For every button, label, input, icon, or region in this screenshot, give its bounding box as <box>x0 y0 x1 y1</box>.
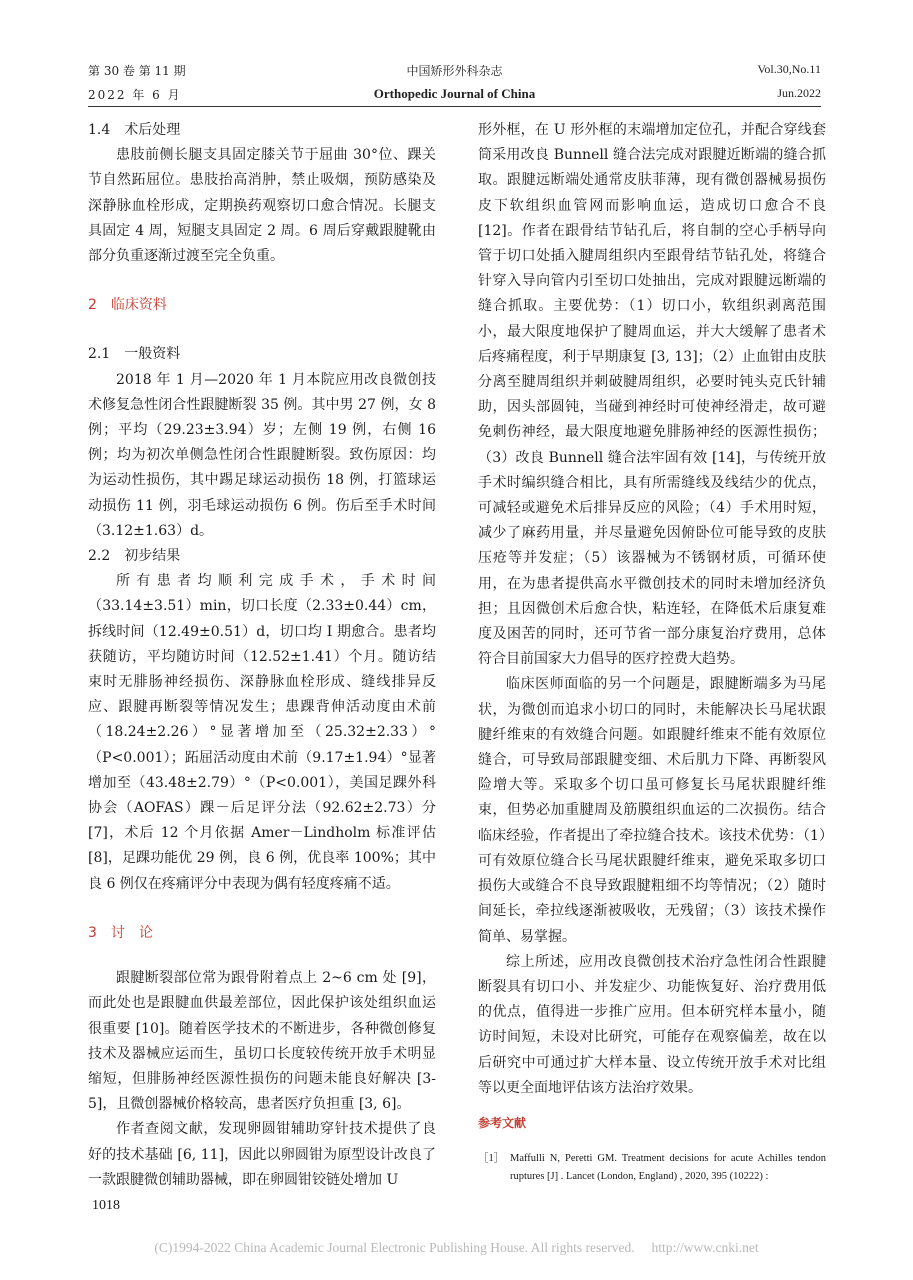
section-2-2-paragraph: 所有患者均顺利完成手术，手术时间（33.14±3.51）min，切口长度（2.33±0.44）cm，拆线时间（12.49±0.51）d，切口均 I 期愈合。患者均获随访，平均随访时间（12.52±1.41）个月。随访结束时无腓肠神经损伤、深静脉血栓形成、缝线排异反应、跟腱再断裂等情况发生；患踝背伸活动度由术前（18.24±2.26）°显著增加至（25.32±2.33）°（P<0.001）；跖屈活动度由术前（9.17±1.94）°显著增加至（43.48±2.79）°（P<0.001），美国足踝外科协会（AOFAS）踝－后足评分法（92.62±2.73）分 [7]，术后 12 个月依据 Amer－Lindholm 标准评估 [8]，足踝功能优 29 例，良 6 例，优良率 100%；其中良 6 例仅在疼痛评分中表现为偶有轻度疼痛不适。 <box>88 573 436 892</box>
header-rule <box>88 106 821 107</box>
section-2-title: 2 临床资料 <box>88 297 167 314</box>
copyright-footer: (C)1994-2022 China Academic Journal Electronic Publishing House. All rights reserved. http://www.cnki.net <box>154 1240 759 1255</box>
discussion-paragraph-4: 临床医师面临的另一个问题是，跟腱断端多为马尾状，为微创而追求小切口的同时，未能解决长马尾状跟腱纤维束的有效缝合问题。如跟腱纤维束不能有效原位缝合，可导致局部跟腱变细、术后肌力下降、再断裂风险增大等。采取多个切口虽可修复长马尾状跟腱纤维束，但势必加重腱周及筋膜组织血运的二次损伤。结合临床经验，作者提出了牵拉缝合技术。该技术优势：（1）可有效原位缝合长马尾状跟腱纤维束，避免采取多切口损伤大或缝合不良导致跟腱粗细不均等情况；（2）随时间延长，牵拉线逐渐被吸收，无残留；（3）该技术操作简单、易掌握。 <box>478 676 826 945</box>
header-date-cn: 2022 年 6 月 <box>88 88 182 102</box>
references-title: 参考文献 <box>478 1115 527 1130</box>
section-3-title: 3 讨 论 <box>88 924 153 941</box>
discussion-paragraph-1: 跟腱断裂部位常为跟骨附着点上 2~6 cm 处 [9]，而此处也是跟腱血供最差部位，因此保护该处组织血运很重要 [10]。随着医学技术的不断进步，各种微创修复技术及器械应运而生，虽切口长度较传统开放手术明显缩短，但腓肠神经医源性损伤的问题未能良好解决 [3-5]，且微创器械价格较高，患者医疗负担重 [3, 6]。 <box>88 970 436 1113</box>
header-volume-cn: 第 30 卷 第 11 期 <box>88 64 186 78</box>
header-volume-en: Vol.30,No.11 <box>757 62 821 76</box>
section-1-4-title: 1.4 术后处理 <box>88 122 181 138</box>
header-date-en: Jun.2022 <box>777 86 821 100</box>
conclusion-paragraph: 综上所述，应用改良微创技术治疗急性闭合性跟腱断裂具有切口小、并发症少、功能恢复好、治疗费用低的优点，值得进一步推广应用。但本研究样本量小，随访时间短，未设对比研究，可能存在观察偏差，故在以后研究中可通过扩大样本量、设立传统开放手术对比组等以更全面地评估该方法治疗效果。 <box>478 953 826 1096</box>
right-column <box>478 118 826 1186</box>
section-2-2-title: 2.2 初步结果 <box>88 548 181 565</box>
running-header <box>88 62 821 106</box>
reference-number: ［1］ <box>478 1153 505 1165</box>
section-2-1-paragraph: 2018 年 1 月—2020 年 1 月本院应用改良微创技术修复急性闭合性跟腱断裂 35 例。其中男 27 例，女 8 例；平均（29.23±3.94）岁；左侧 19 例，右侧 16 例；均为初次单侧急性闭合性跟腱断裂。致伤原因：均为运动性损伤，其中踢足球运动损伤 18 例，打篮球运动损伤 11 例，羽毛球运动损伤 6 例。伤后至手术时间（3.12±1.63）d。 <box>88 371 436 539</box>
reference-text: Maffulli N, Peretti GM. Treatment decisions for acute Achilles tendon ruptures [J] . Lancet (London, England) , 2020, 395 (10222) : <box>510 1153 826 1183</box>
page-number: 1018 <box>92 1198 120 1213</box>
discussion-paragraph-3: 形外框，在 U 形外框的末端增加定位孔，并配合穿线套筒采用改良 Bunnell 缝合法完成对跟腱近断端的缝合抓取。跟腱远断端处通常皮肤菲薄，现有微创器械易损伤皮下软组织血管网而影响血运，造成切口愈合不良 [12]。作者在跟骨结节钻孔后，将自制的空心手柄导向管于切口处插入腱周组织内至跟骨结节钻孔处，将缝合针穿入导向管内引至切口处抽出，完成对跟腱远断端的缝合抓取。主要优势：（1）切口小，软组织剥离范围小，最大限度地保护了腱周血运，并大大缓解了患者术后疼痛程度，利于早期康复 [3, 13]；（2）止血钳由皮肤分离至腱周组织并刺破腱周组织，必要时钝头克氏针辅助，因头部圆钝，当碰到神经时可使神经滑走，故可避免刺伤神经，最大限度地避免腓肠神经的医源性损伤；（3）改良 Bunnell 缝合法牢固有效 [14]，与传统开放手术时编织缝合相比，具有所需缝线及线结少的优点，可减轻或避免术后排异反应的风险；（4）手术用时短，减少了麻药用量，并尽量避免因俯卧位可能导致的皮肤压疮等并发症；（5）该器械为不锈钢材质，可循环使用，在为患者提供高水平微创技术的同时未增加经济负担；且因微创术后愈合快，粘连轻，在降低术后康复难度及困苦的同时，还可节省一部分康复治疗费用，总体符合目前国家大力倡导的医疗控费大趋势。 <box>478 122 826 668</box>
section-1-4-paragraph: 患肢前侧长腿支具固定膝关节于屈曲 30°位、踝关节自然跖屈位。患肢抬高消肿，禁止吸烟，预防感染及深静脉血栓形成，定期换药观察切口愈合情况。长腿支具固定 4 周，短腿支具固定 2 周。6 周后穿戴跟腱靴由部分负重逐渐过渡至完全负重。 <box>88 147 436 265</box>
header-journal-en: Orthopedic Journal of China <box>373 86 536 101</box>
left-column <box>88 118 436 1193</box>
reference-item <box>478 1150 826 1186</box>
section-2-1-title: 2.1 一般资料 <box>88 346 181 363</box>
discussion-paragraph-2: 作者查阅文献，发现卵圆钳辅助穿针技术提供了良好的技术基础 [6, 11]，因此以卵圆钳为原型设计改良了一款跟腱微创辅助器械，即在卵圆钳铰链处增加 U <box>88 1121 436 1188</box>
header-journal-cn: 中国矫形外科杂志 <box>406 64 503 78</box>
